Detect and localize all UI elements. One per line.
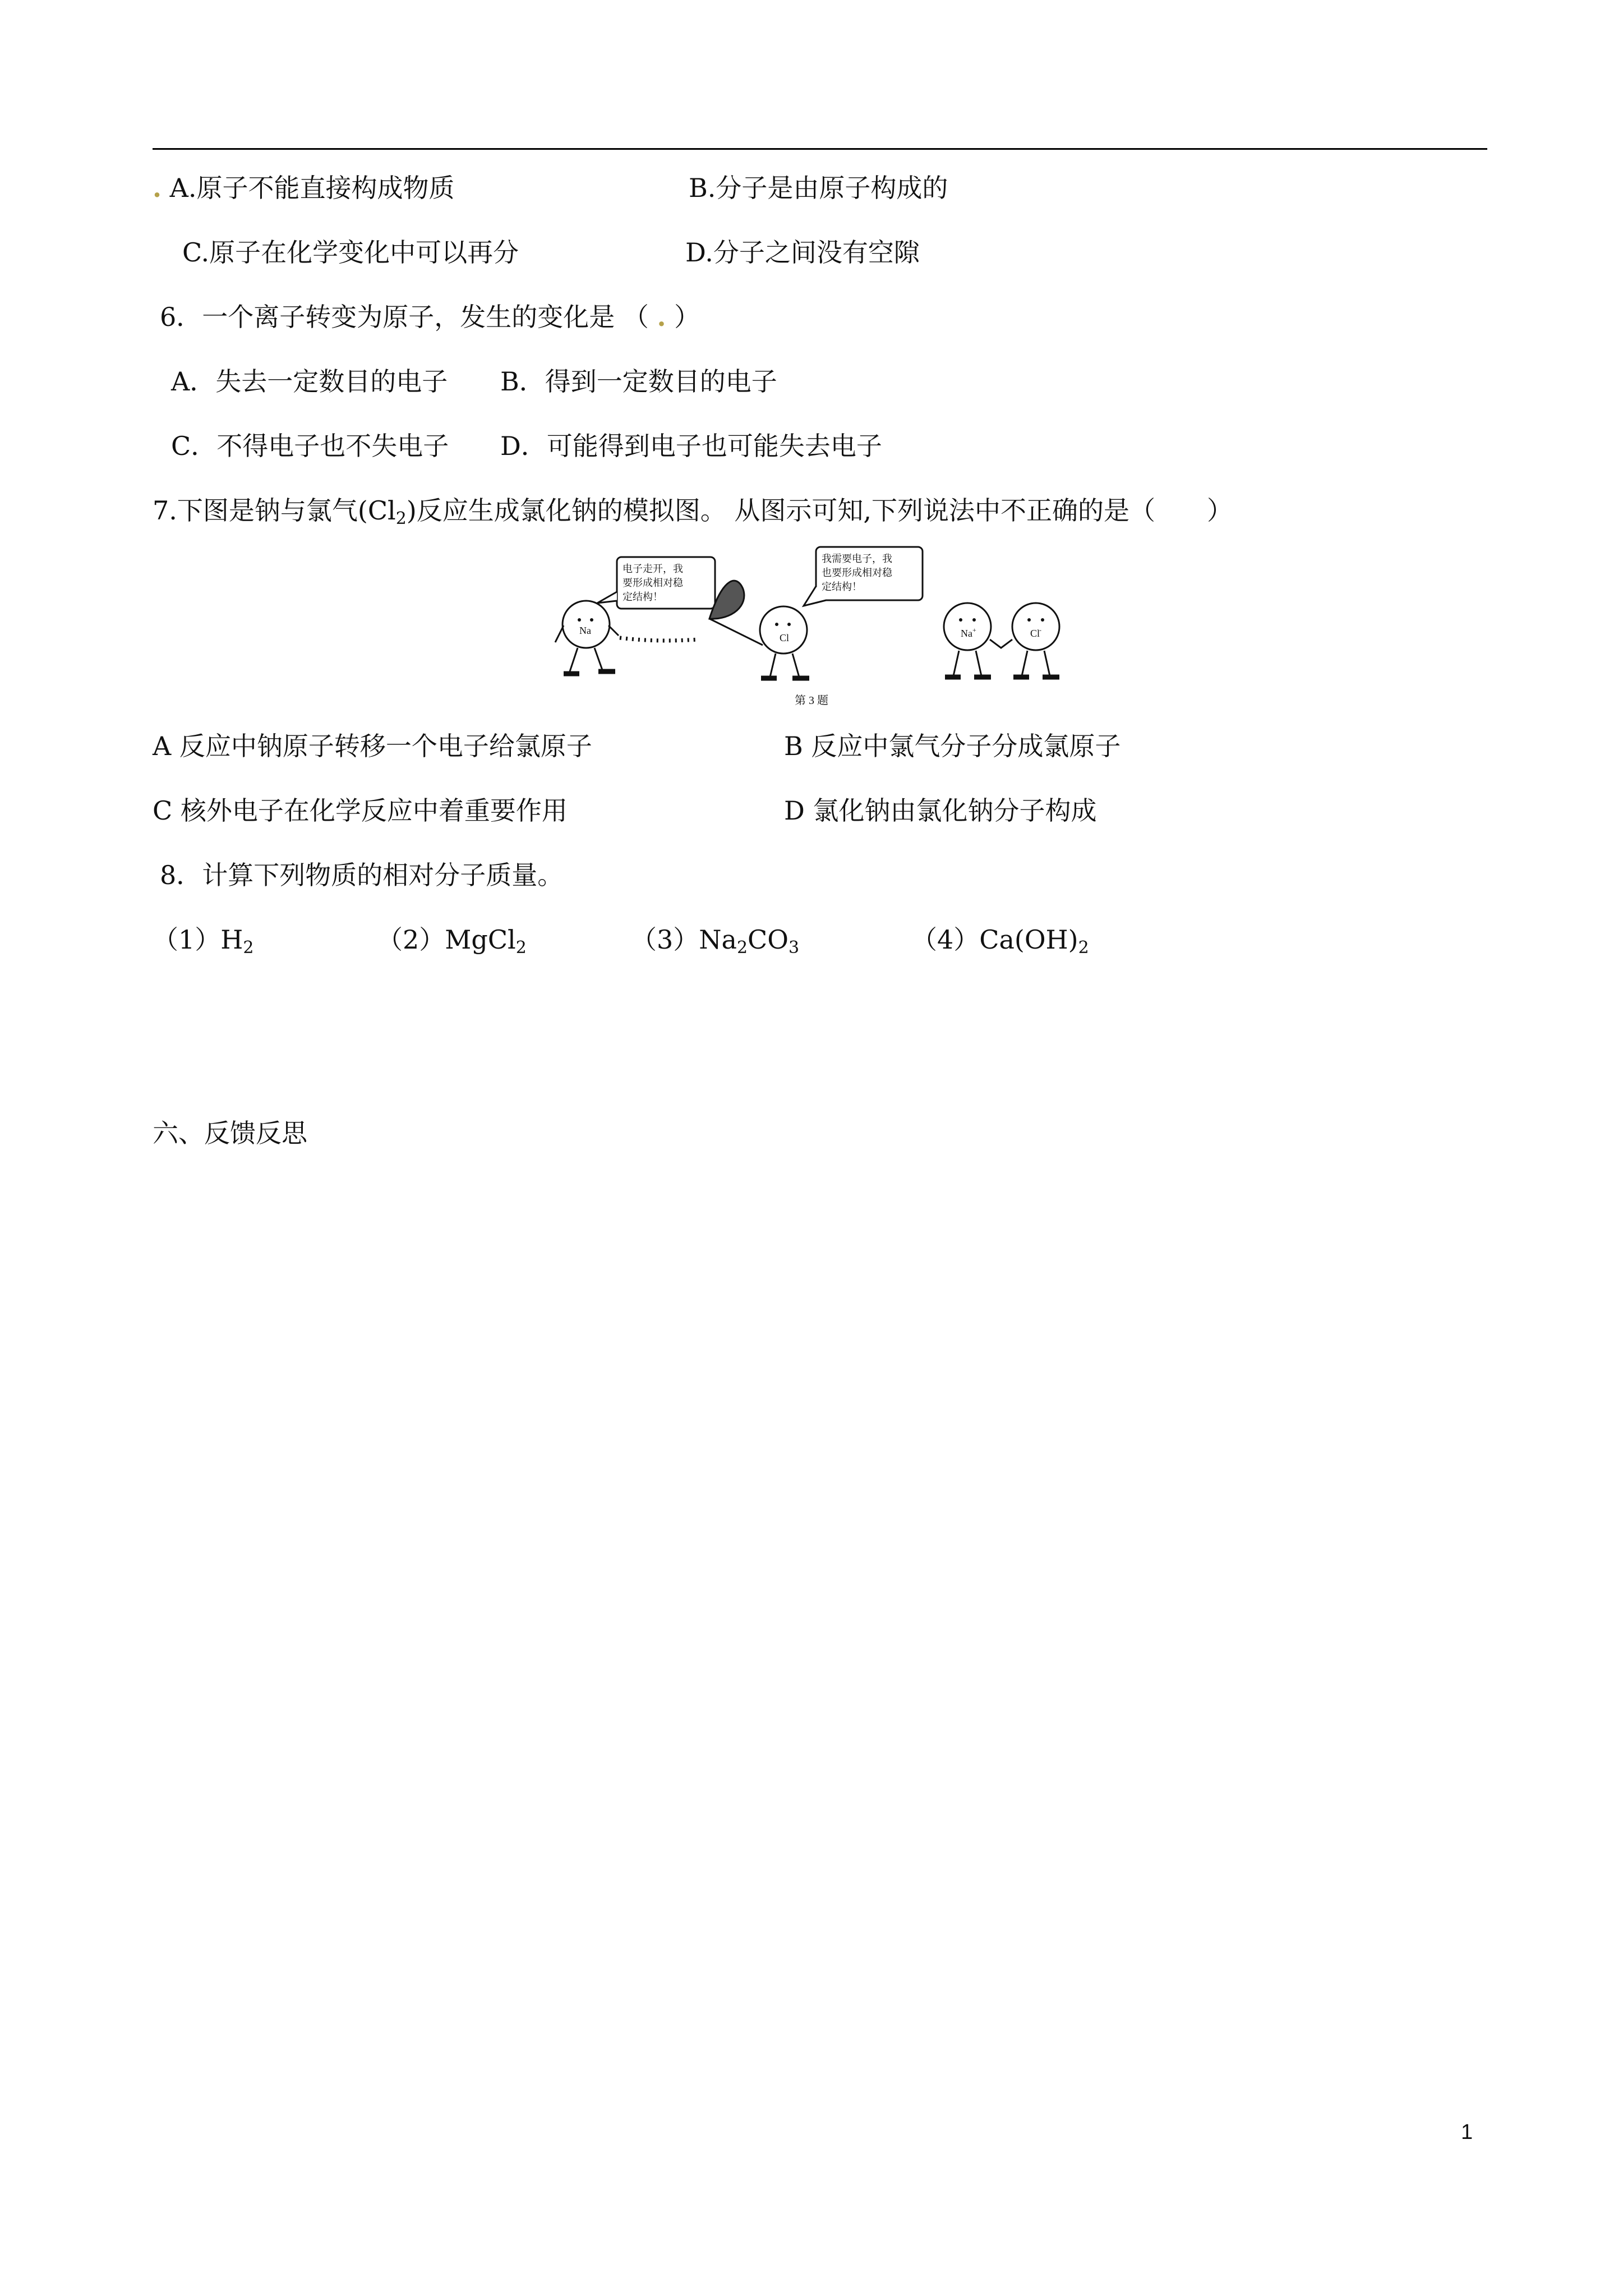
marker-dot: . — [657, 302, 666, 332]
na-feet — [564, 671, 615, 674]
cl-legs — [770, 654, 799, 677]
q5-option-a-text: A.原子不能直接构成物质 — [169, 173, 455, 203]
q6-stem — [160, 300, 700, 334]
na-ion-label: Na — [961, 628, 972, 639]
q7-option-d: D 氯化钠由氯化钠分子构成 — [784, 795, 1097, 826]
holding-hands — [990, 639, 1012, 648]
na-ion-charge: + — [972, 626, 976, 634]
bubble-right-line3: 定结构！ — [822, 581, 862, 592]
q7-option-b: B 反应中氯气分子分成氯原子 — [784, 731, 1121, 761]
electron-trail — [620, 638, 698, 641]
bubble-left-line1: 电子走开，我 — [623, 563, 683, 574]
na-label: Na — [579, 625, 591, 636]
q7-stem — [153, 494, 1233, 527]
na-atom — [562, 601, 610, 648]
bubble-left-line3: 定结构！ — [623, 591, 663, 602]
header-rule — [153, 148, 1487, 150]
na-ion — [944, 603, 991, 650]
cl-atom — [760, 606, 807, 654]
q7-option-c: C 核外电子在化学反应中着重要作用 — [153, 795, 568, 826]
sodium-chlorine-cartoon — [552, 541, 1077, 710]
q6-option-c: C．不得电子也不失电子 — [171, 431, 449, 461]
na-legs — [569, 648, 603, 673]
cl-ion-charge: - — [1039, 626, 1041, 634]
q7-stem-after: )反应生成氯化钠的模拟图。 从图示可知,下列说法中不正确的是（ ） — [406, 495, 1233, 526]
cl-ion-legs — [1022, 651, 1050, 676]
cl-label: Cl — [780, 632, 790, 643]
q7-stem-before: 7.下图是钠与氯气(Cl — [153, 495, 396, 526]
bubble-left-line2: 要形成相对稳 — [623, 577, 683, 588]
figure-caption: 第 3 题 — [795, 694, 828, 707]
q7-option-a: A 反应中钠原子转移一个电子给氯原子 — [153, 731, 592, 761]
q8-item-4: $(4)Ca(OH)_2$ — [911, 924, 1089, 958]
q6-option-b: B．得到一定数目的电子 — [500, 366, 777, 397]
q7-stem-sub: 2 — [395, 509, 407, 528]
speech-bubble-left-tail — [597, 592, 617, 603]
q5-option-c: C.原子在化学变化中可以再分 — [182, 237, 519, 268]
net-handle — [709, 619, 763, 645]
q6-option-a: A．失去一定数目的电子 — [171, 366, 448, 397]
marker-dot: . — [153, 173, 162, 203]
q6-option-d: D．可能得到电子也可能失去电子 — [500, 431, 882, 461]
section-6-title: 六、反馈反思 — [153, 1118, 307, 1148]
bubble-right-line2: 也要形成相对稳 — [822, 567, 892, 578]
cl-ion-label: Cl — [1030, 628, 1040, 639]
na-ion-legs — [953, 651, 981, 676]
page-number: 1 — [1461, 2120, 1473, 2144]
bubble-right-line1: 我需要电子，我 — [822, 553, 892, 564]
q5-option-a — [153, 171, 454, 205]
q5-option-b: B.分子是由原子构成的 — [689, 173, 948, 203]
q6-stem-text: 6．一个离子转变为原子，发生的变化是 （ — [160, 302, 649, 332]
q5-option-d: D.分子之间没有空隙 — [685, 237, 920, 268]
q6-stem-close: ） — [674, 302, 700, 332]
q8-stem: 8．计算下列物质的相对分子质量。 — [160, 860, 564, 890]
q8-item-2: （2）MgCl$_2$ — [377, 924, 527, 958]
q8-item-1: $(1)H_2$ — [153, 924, 254, 958]
cl-ion — [1012, 603, 1059, 650]
q8-item-3: $(3)Na_2CO_3$ — [631, 924, 800, 958]
